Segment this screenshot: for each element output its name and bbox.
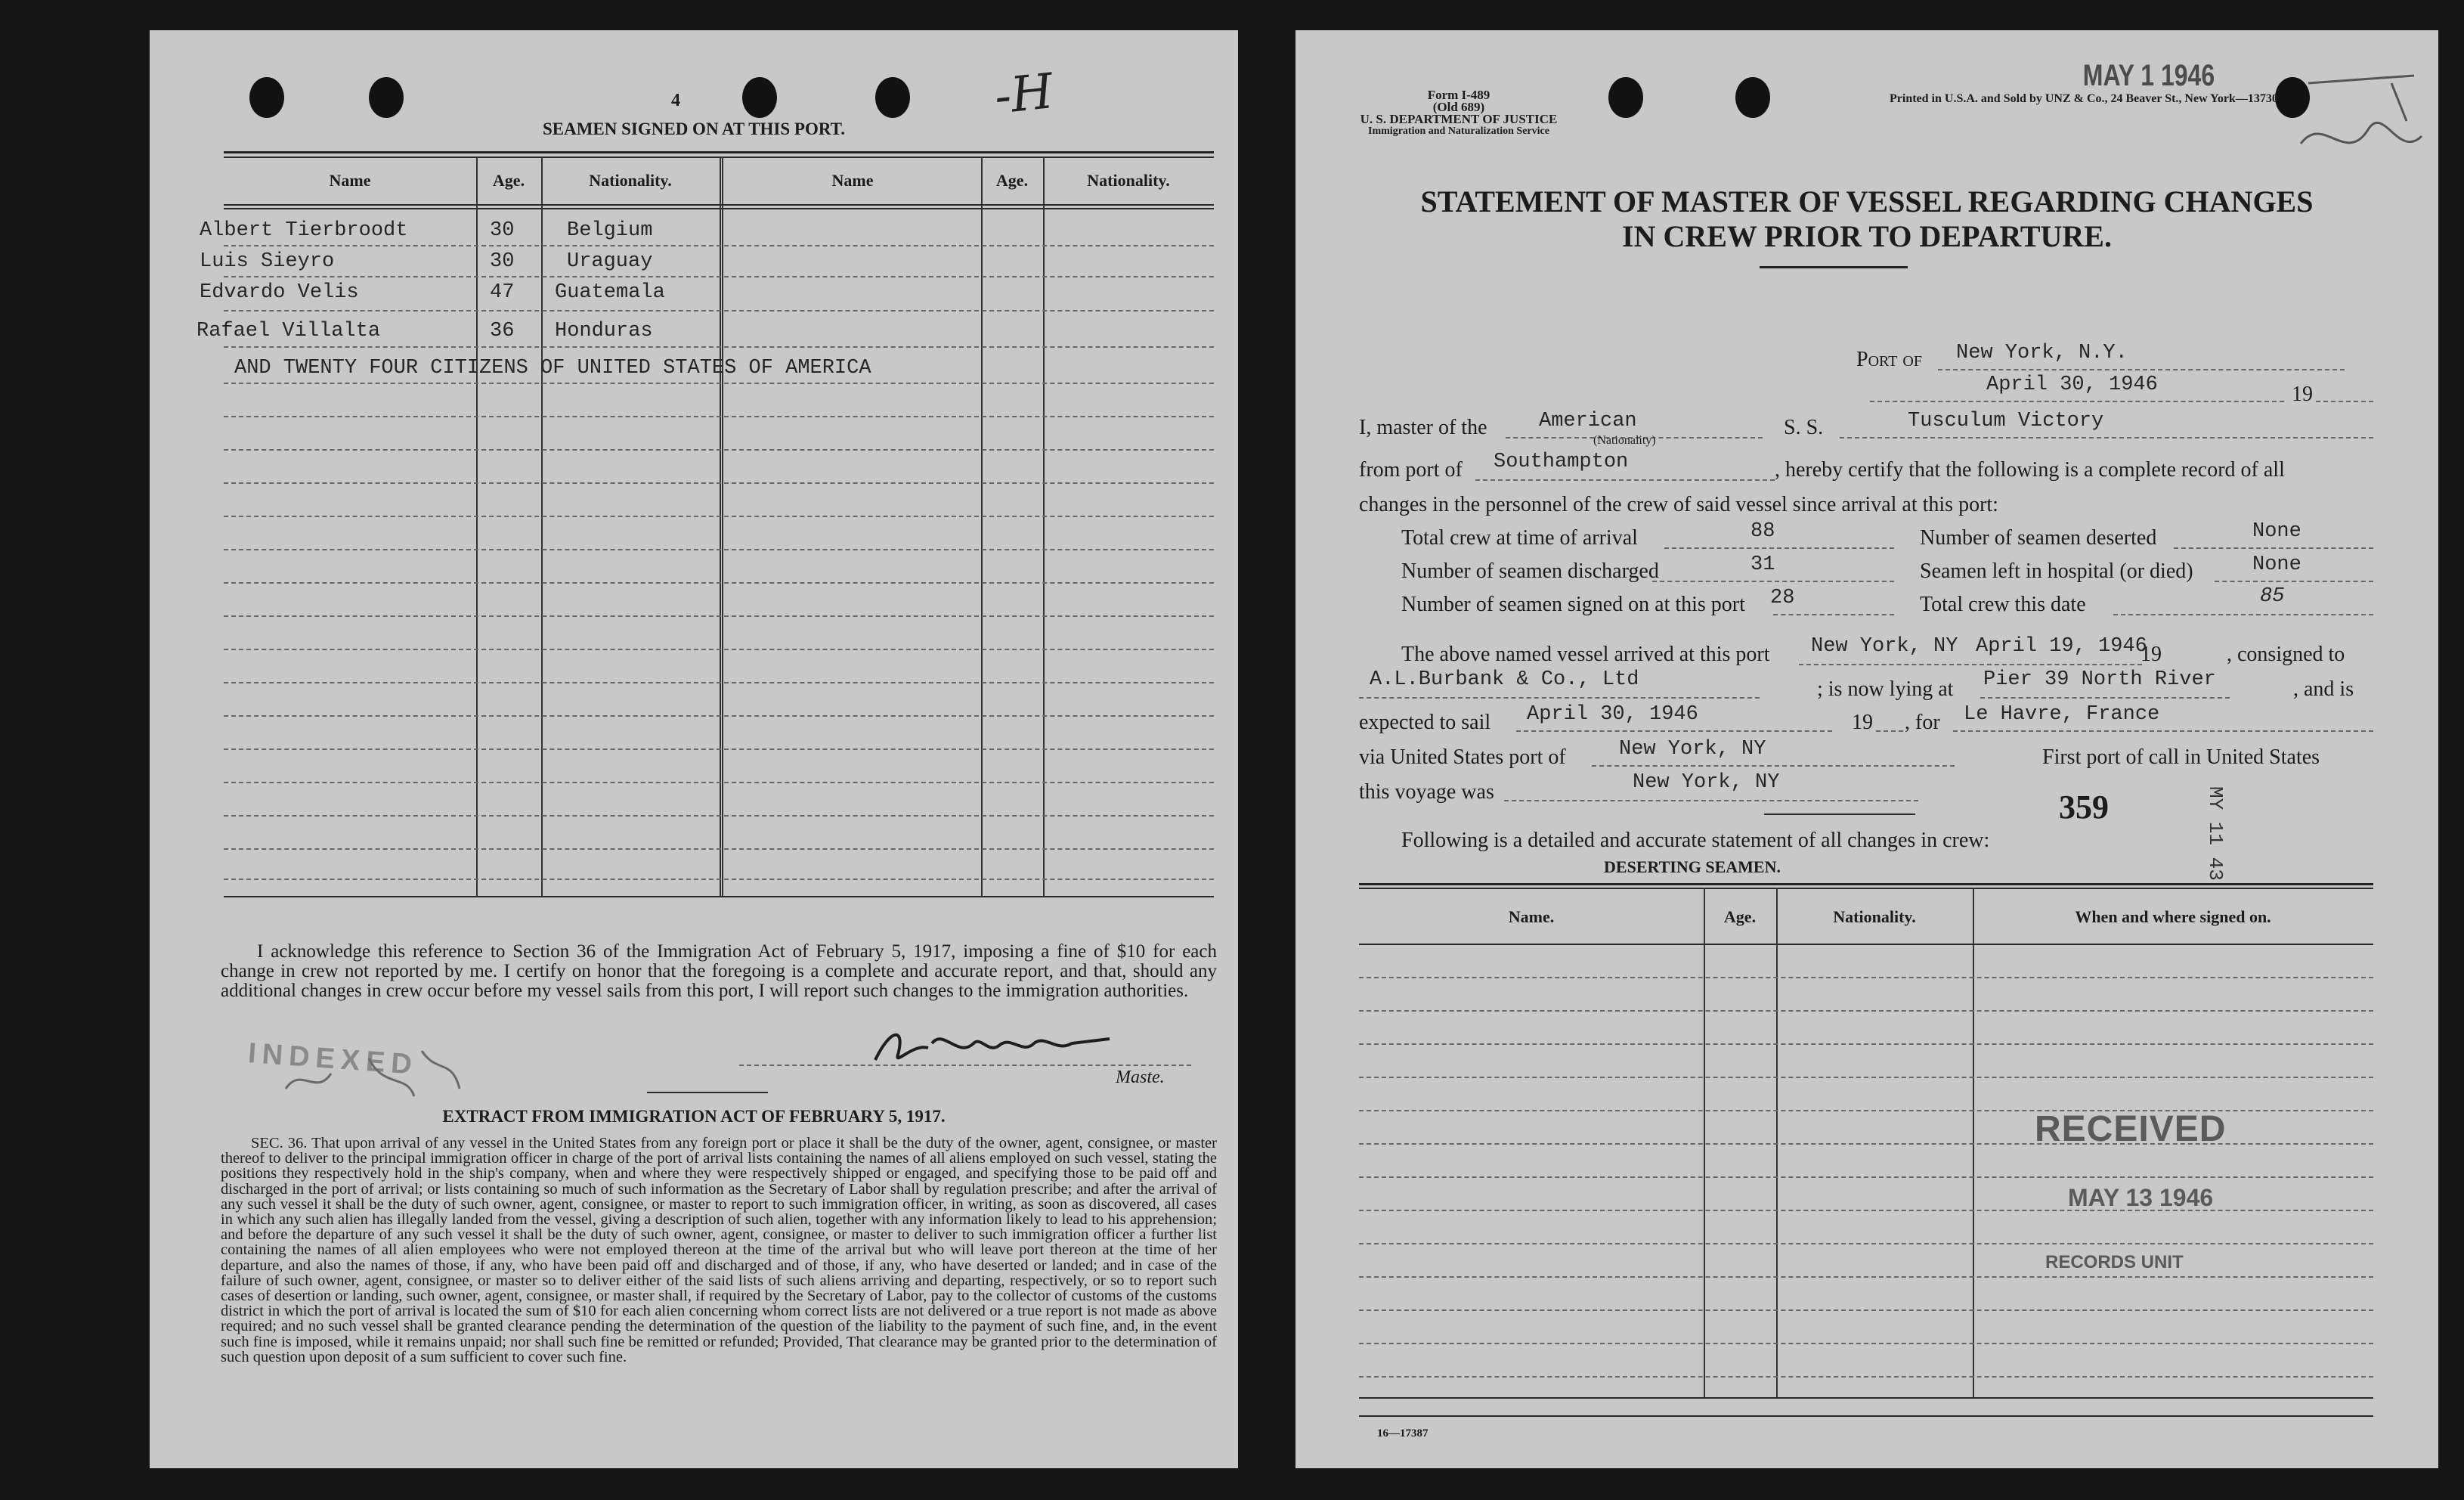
column-divider xyxy=(1704,888,1705,1397)
consigned-label: , consigned to xyxy=(2227,643,2345,666)
field-line xyxy=(1876,730,1903,732)
field-line xyxy=(1980,697,2230,699)
row-rule xyxy=(224,715,1214,717)
seaman-nationality: Uraguay xyxy=(567,250,653,273)
discharged-value: 31 xyxy=(1750,553,1775,576)
certify-text: , hereby certify that the following is a complete record of all xyxy=(1775,458,2285,482)
divider xyxy=(1764,814,1915,815)
row-rule xyxy=(1359,1343,2373,1344)
table-header-rule xyxy=(224,204,1214,206)
from-port-value: Southampton xyxy=(1494,451,1629,473)
received-stamp: RECEIVED xyxy=(2035,1109,2227,1149)
changes-text: changes in the personnel of the crew of said vessel since arrival at this port: xyxy=(1359,493,1998,516)
extract-title: EXTRACT FROM IMMIGRATION ACT OF FEBRUARY 5, 1917. xyxy=(442,1107,946,1126)
form-title xyxy=(1295,184,2438,254)
table-header-rule xyxy=(1359,944,2373,945)
row-rule xyxy=(224,245,1214,246)
row-rule xyxy=(1359,1243,2373,1244)
row-rule xyxy=(224,310,1214,311)
deserted-label: Number of seamen deserted xyxy=(1920,526,2157,550)
total-arrival-value: 88 xyxy=(1750,520,1775,543)
col-header-name: Name xyxy=(831,171,874,190)
lying-label: ; is now lying at xyxy=(1817,677,1954,701)
field-line xyxy=(2174,547,2373,549)
field-line xyxy=(1938,369,2345,370)
voyage-value: New York, NY xyxy=(1633,771,1780,794)
arrived-date: April 19, 1946 xyxy=(1976,635,2147,658)
seaman-age: 30 xyxy=(490,250,515,273)
column-divider xyxy=(1043,157,1045,896)
hospital-value: None xyxy=(2252,553,2301,576)
hospital-label: Seamen left in hospital (or died) xyxy=(1920,559,2193,583)
voyage-label: this voyage was xyxy=(1359,780,1494,804)
table-bottom-rule xyxy=(224,896,1214,897)
port-of-label: Port of xyxy=(1856,348,1922,371)
seaman-name: Rafael Villalta xyxy=(197,320,381,342)
row-rule xyxy=(224,482,1214,484)
records-unit-stamp: RECORDS UNIT xyxy=(2045,1252,2184,1272)
row-rule xyxy=(1359,1043,2373,1045)
field-line xyxy=(1475,479,1775,481)
title-line-1: STATEMENT OF MASTER OF VESSEL REGARDING CHANGES xyxy=(1420,184,2314,218)
seaman-age: 47 xyxy=(490,281,515,304)
punch-hole xyxy=(249,77,284,118)
section-title: SEAMEN SIGNED ON AT THIS PORT. xyxy=(542,119,846,138)
total-arrival-label: Total crew at time of arrival xyxy=(1401,526,1638,550)
field-line xyxy=(1652,581,1894,582)
and-is-label: , and is xyxy=(2293,677,2354,701)
row-rule xyxy=(1359,1077,2373,1078)
column-divider xyxy=(720,157,723,896)
page-number: 4 xyxy=(671,91,680,110)
indexed-stamp: INDEXED xyxy=(246,1037,419,1081)
arrived-label: The above named vessel arrived at this port xyxy=(1401,643,1770,666)
row-rule xyxy=(224,276,1214,277)
form-code: 16—17387 xyxy=(1377,1427,1429,1440)
field-line xyxy=(1799,664,2142,665)
col-header-nationality: Nationality. xyxy=(1087,171,1170,190)
row-rule xyxy=(224,782,1214,783)
acknowledgment-text: I acknowledge this reference to Section 36 of the Immigration Act of February 5, 1917, imposing a fine of $10 for each change in crew not reported by me. I certify on honor that the foregoing is a complete and accurate report, and that, should any additional changes in crew occur before my vessel sails from this port, I will report such changes to the immigration authorities. xyxy=(221,941,1217,1001)
row-rule xyxy=(224,649,1214,650)
deserted-value: None xyxy=(2252,520,2301,543)
table-top-rule xyxy=(1359,883,2373,885)
table-top-rule xyxy=(224,157,1214,158)
from-port-label: from port of xyxy=(1359,458,1463,482)
divider xyxy=(1760,266,1908,268)
seaman-age: 36 xyxy=(490,320,515,342)
field-line xyxy=(1504,800,1918,801)
footer-rule xyxy=(1359,1415,2373,1417)
column-divider xyxy=(541,157,543,896)
left-page xyxy=(150,30,1238,1468)
section-36-text: SEC. 36. That upon arrival of any vessel in the United States from any foreign port or place it shall be the duty of the owner, agent, consignee, or master thereof to deliver to the principal immigration officer in charge of the port of arrival lists containing the names of all aliens employed on such vessel, stating the positions they respectively hold in the ship's company, when and where they were respectively shipped or engaged, and specifying those to be paid off and discharged in the port of arrival; or lists containing so much of such information as the Secretary of Labor shall by regulation prescribe; and after the arrival of any such vessel it shall be the duty of such owner, agent, consignee, or master to report to such immigration officer, in writing, as soon as discovered, all cases in which any such alien has illegally landed from the vessel, giving a description of such alien, together with any information likely to lead to his apprehension; and before the departure of any such vessel it shall be the duty of such owner, agent, consignee, or master to deliver to such immigration officer a further list containing the names of all alien employees who were not employed thereon at the time of the arrival but who will leave port thereon at the time of her departure, and also the names of those, if any, who have been paid off and discharged and of those, if any, who have deserted or landed; and in case of the failure of such owner, agent, consignee, or master so to deliver either of the said lists of such aliens arriving and departing, respectively, or so to report such cases of desertion or landing, such owner, agent, consignee, or master shall, if required by the Secretary of Labor, pay to the collector of customs of the customs district in which the port of arrival is located the sum of $10 for each alien concerning whom correct lists are not delivered or a true report is not made as above required; and no such vessel shall be granted clearance pending the determination of the question of the liability to the payment of such fine, and, in the event such fine is imposed, while it remains unpaid; nor shall such fine be remitted or refunded; Provided, That clearance may be granted prior to the determination of such question upon deposit of a sum sufficient to cover such fine. xyxy=(221,1135,1217,1365)
row-rule xyxy=(224,815,1214,817)
col-header-signed-on: When and where signed on. xyxy=(2075,907,2271,926)
received-date-stamp: MAY 13 1946 xyxy=(2068,1184,2214,1211)
year-prefix: 19 xyxy=(2292,383,2313,406)
row-rule xyxy=(224,682,1214,683)
discharged-label: Number of seamen discharged xyxy=(1401,559,1659,583)
signed-on-value: 28 xyxy=(1770,587,1795,609)
row-rule xyxy=(1359,1010,2373,1012)
year-prefix: 19 xyxy=(2141,643,2162,666)
sail-label: expected to sail xyxy=(1359,711,1491,734)
destination-value: Le Havre, France xyxy=(1964,703,2160,726)
column-divider xyxy=(981,157,983,896)
row-rule xyxy=(1359,1376,2373,1378)
seaman-age: 30 xyxy=(490,219,515,242)
table-header-rule xyxy=(224,208,1214,209)
seaman-name: Edvardo Velis xyxy=(200,281,359,304)
field-line xyxy=(2316,401,2373,402)
seaman-nationality: Honduras xyxy=(555,320,653,342)
table-bottom-rule xyxy=(1359,1397,2373,1399)
row-rule xyxy=(224,549,1214,550)
total-date-value: 85 xyxy=(2260,585,2285,608)
for-label: , for xyxy=(1905,711,1940,734)
row-rule xyxy=(224,848,1214,850)
field-line xyxy=(1664,547,1894,549)
col-header-nationality: Nationality. xyxy=(589,171,672,190)
row-rule xyxy=(224,416,1214,417)
table-top-rule xyxy=(1359,888,2373,889)
via-label: via United States port of xyxy=(1359,745,1566,769)
vertical-stamp: MY 11 43 xyxy=(2204,786,2227,881)
row-rule xyxy=(1359,1176,2373,1178)
form-header xyxy=(1345,89,1572,138)
master-signature xyxy=(860,1013,1132,1074)
handwritten-mark: -H xyxy=(992,64,1057,126)
column-divider xyxy=(1776,888,1778,1397)
form-old-number: (Old 689) xyxy=(1432,100,1485,114)
field-line xyxy=(2215,581,2373,582)
col-header-name: Name. xyxy=(1508,907,1555,926)
column-divider xyxy=(1973,888,1974,1397)
field-line xyxy=(1773,614,1894,615)
date-value: April 30, 1946 xyxy=(1986,373,2158,396)
table-top-rule xyxy=(224,151,1214,153)
row-rule xyxy=(1359,1276,2373,1278)
signed-on-label: Number of seamen signed on at this port xyxy=(1401,593,1745,616)
field-line xyxy=(1516,730,1832,732)
field-line xyxy=(1592,765,1955,767)
row-rule xyxy=(224,582,1214,584)
title-line-2: IN CREW PRIOR TO DEPARTURE. xyxy=(1622,219,2112,253)
master-label: Maste. xyxy=(1116,1068,1165,1087)
vessel-name: Tusculum Victory xyxy=(1908,410,2104,432)
col-header-age: Age. xyxy=(995,171,1029,190)
row-rule xyxy=(224,879,1214,880)
field-line xyxy=(1870,401,2284,402)
field-line xyxy=(1953,730,2373,732)
citizens-line: AND TWENTY FOUR CITIZENS OF UNITED STATES OF AMERICA xyxy=(234,357,871,380)
punch-hole xyxy=(369,77,404,118)
nationality-caption: (Nationality) xyxy=(1593,434,1656,447)
ss-label: S. S. xyxy=(1784,416,1824,439)
number-stamp: 359 xyxy=(2059,789,2109,826)
row-rule xyxy=(1359,1309,2373,1311)
row-rule xyxy=(224,615,1214,617)
row-rule xyxy=(224,449,1214,451)
column-divider xyxy=(476,157,478,896)
form-number: Form I-489 xyxy=(1427,88,1490,102)
handwritten-annotation xyxy=(2278,53,2429,197)
row-rule xyxy=(224,346,1214,348)
punch-hole xyxy=(1608,77,1643,118)
col-header-nationality: Nationality. xyxy=(1833,907,1916,926)
row-rule xyxy=(1359,1210,2373,1211)
nationality-value: American xyxy=(1539,410,1637,432)
punch-hole xyxy=(1735,77,1770,118)
field-line xyxy=(1359,697,1760,699)
seaman-nationality: Belgium xyxy=(567,219,653,242)
via-value: New York, NY xyxy=(1619,738,1766,761)
date-stamp-top: MAY 1 1946 xyxy=(2082,59,2215,92)
row-rule xyxy=(1359,977,2373,978)
seaman-name: Luis Sieyro xyxy=(200,250,335,273)
department: U. S. DEPARTMENT OF JUSTICE xyxy=(1360,112,1558,126)
printer-credit: Printed in U.S.A. and Sold by UNZ & Co., 24 Beaver St., New York—13730 xyxy=(1890,92,2278,105)
field-line xyxy=(1840,437,2373,439)
col-header-name: Name xyxy=(329,171,371,190)
seaman-name: Albert Tierbroodt xyxy=(200,219,408,242)
total-date-label: Total crew this date xyxy=(1920,593,2086,616)
following-text: Following is a detailed and accurate statement of all changes in crew: xyxy=(1401,829,1990,852)
consignee-value: A.L.Burbank & Co., Ltd xyxy=(1370,668,1639,691)
seaman-nationality: Guatemala xyxy=(555,281,665,304)
field-line xyxy=(2113,614,2373,615)
arrived-port: New York, NY xyxy=(1811,635,1958,658)
lying-value: Pier 39 North River xyxy=(1983,668,2216,691)
row-rule xyxy=(224,516,1214,517)
service-name: Immigration and Naturalization Service xyxy=(1368,126,1549,137)
right-page xyxy=(1295,30,2438,1468)
handwritten-index-numbers xyxy=(263,1043,467,1104)
divider xyxy=(647,1092,768,1093)
port-of-value: New York, N.Y. xyxy=(1956,342,2128,364)
sail-date: April 30, 1946 xyxy=(1527,703,1698,726)
row-rule xyxy=(224,748,1214,750)
punch-hole xyxy=(742,77,777,118)
row-rule xyxy=(224,383,1214,384)
deserting-title: DESERTING SEAMEN. xyxy=(1604,857,1781,876)
year-prefix: 19 xyxy=(1852,711,1873,734)
master-of-label: I, master of the xyxy=(1359,416,1487,439)
punch-hole xyxy=(875,77,910,118)
col-header-age: Age. xyxy=(1723,907,1757,926)
first-port-label: First port of call in United States xyxy=(2042,745,2320,769)
col-header-age: Age. xyxy=(492,171,525,190)
